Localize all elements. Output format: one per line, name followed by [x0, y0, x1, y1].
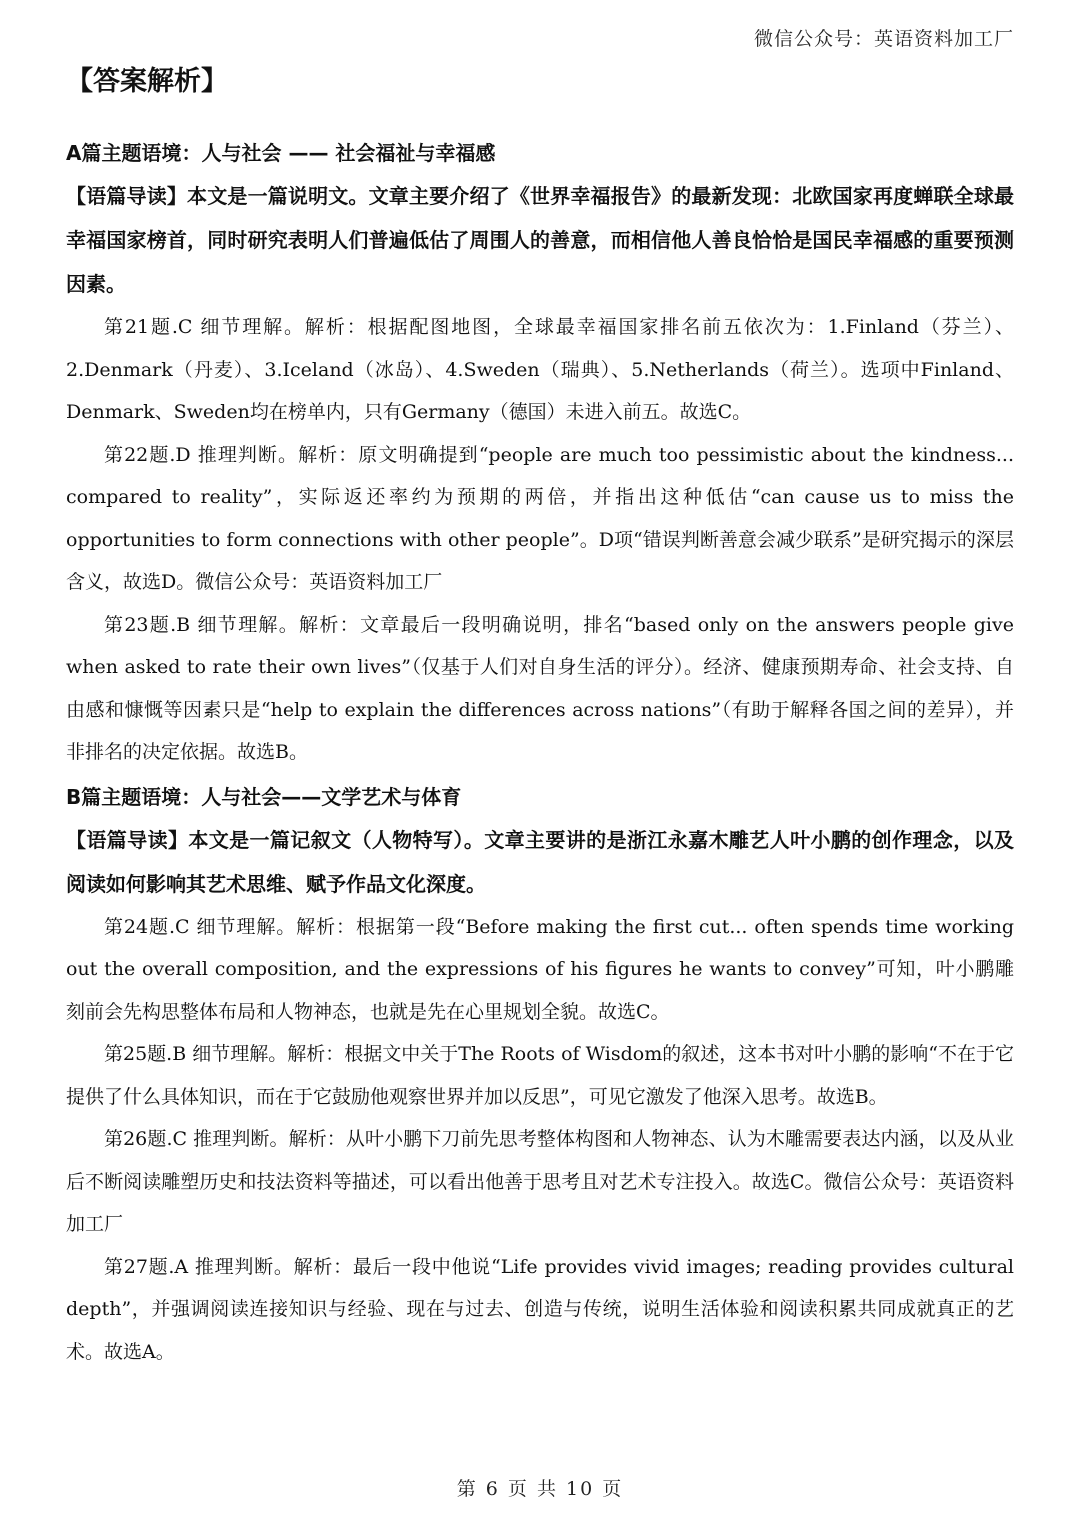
page-title: 【答案解析】: [66, 66, 228, 97]
section-b-intro: 【语篇导读】本文是一篇记叙文（人物特写）。文章主要讲的是浙江永嘉木雕艺人叶小鹏的创作理念，以及阅读如何影响其艺术思维、赋予作品文化深度。: [66, 827, 1014, 896]
document-body: [66, 62, 1014, 1373]
answer-q25: 第25题.B 细节理解。解析：根据文中关于The Roots of Wisdom的叙述，这本书对叶小鹏的影响“不在于它提供了什么具体知识，而在于它鼓励他观察世界并加以反思”，可见它激发了他深入思考。故选B。: [66, 1043, 1014, 1108]
section-a: [66, 132, 1014, 774]
section-a-intro: 【语篇导读】本文是一篇说明文。文章主要介绍了《世界幸福报告》的最新发现：北欧国家再度蝉联全球最幸福国家榜首，同时研究表明人们普遍低估了周围人的善意，而相信他人善良恰恰是国民幸福感的重要预测因素。: [66, 184, 1014, 296]
answer-q27: 第27题.A 推理判断。解析：最后一段中他说“Life provides vivid images; reading provides cultural depth”，并强调阅读连接知识与经验、现在与过去、创造与传统，说明生活体验和阅读积累共同成就真正的艺术。故选A。: [66, 1255, 1014, 1363]
section-b: [66, 776, 1014, 1374]
answer-q22: 第22题.D 推理判断。解析：原文明确提到“people are much too pessimistic about the kindness... compared to reality”，实际返还率约为预期的两倍，并指出这种低估“can cause us to miss the opportunities to form connections with other people”。D项“错误判断善意会减少联系”是研究揭示的深层含义，故选D。微信公众号：英语资料加工厂: [66, 443, 1014, 593]
answer-q26: 第26题.C 推理判断。解析：从叶小鹏下刀前先思考整体构图和人物神态、认为木雕需要表达内涵，以及从业后不断阅读雕塑历史和技法资料等描述，可以看出他善于思考且对艺术专注投入。故选C。微信公众号：英语资料加工厂: [66, 1128, 1014, 1235]
section-a-title: A篇主题语境：人与社会 —— 社会福祉与幸福感: [66, 141, 496, 165]
answer-q23: 第23题.B 细节理解。解析：文章最后一段明确说明，排名“based only on the answers people give when asked to rate their own lives”（仅基于人们对自身生活的评分）。经济、健康预期寿命、社会支持、自由感和慷慨等因素只是“help to explain the differences across nations”（有助于解释各国之间的差异），并非排名的决定依据。故选B。: [66, 613, 1014, 763]
answer-q21: 第21题.C 细节理解。解析：根据配图地图，全球最幸福国家排名前五依次为：1.Finland（芬兰）、2.Denmark（丹麦）、3.Iceland（冰岛）、4.Sweden（瑞典）、5.Netherlands（荷兰）。选项中Finland、Denmark、Sweden均在榜单内，只有Germany（德国）未进入前五。故选C。: [66, 316, 1014, 423]
header-watermark-note: 微信公众号：英语资料加工厂: [753, 28, 1014, 50]
section-b-title: B篇主题语境：人与社会——文学艺术与体育: [66, 784, 462, 809]
page-number: 第 6 页 共 10 页: [456, 1478, 624, 1500]
answer-q24: 第24题.C 细节理解。解析：根据第一段“Before making the first cut... often spends time working out the overall composition, and the expressions of his figures he wants to convey”可知，叶小鹏雕刻前会先构思整体布局和人物神态，也就是先在心里规划全貌。故选C。: [66, 915, 1014, 1023]
